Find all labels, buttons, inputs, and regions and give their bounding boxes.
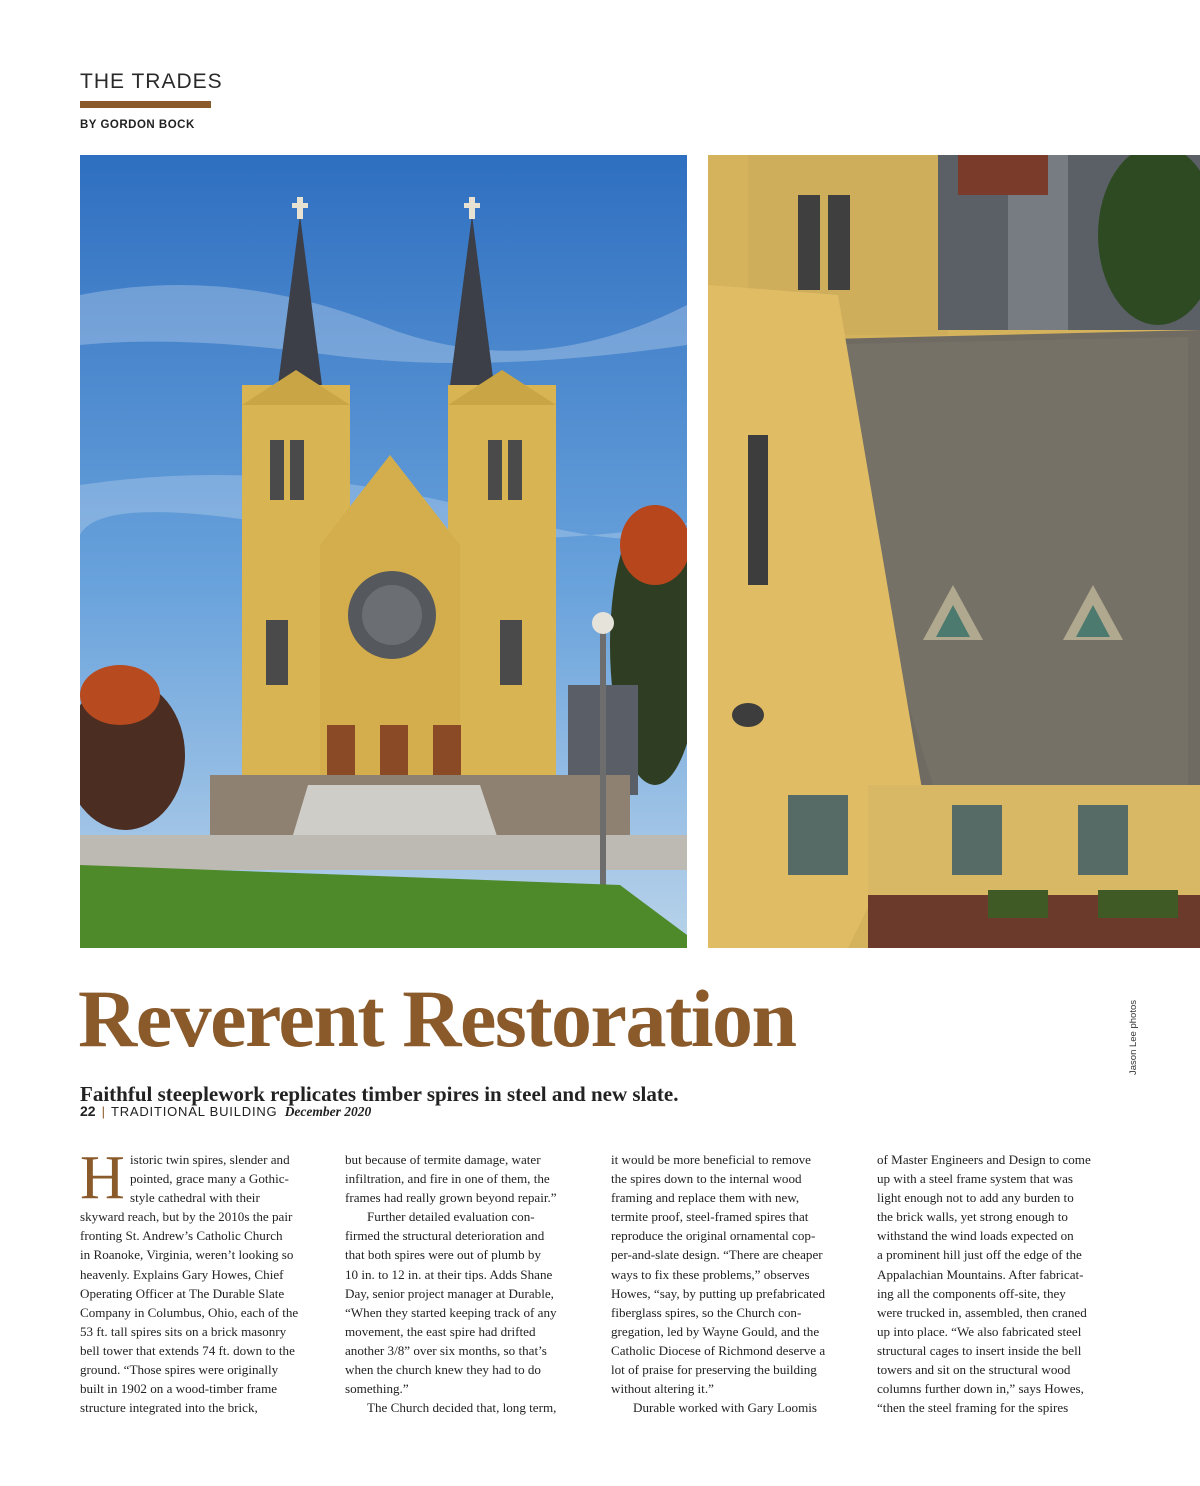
- text-line: columns further down in,” says Howes,: [877, 1381, 1084, 1397]
- text-line: movement, the east spire had drifted: [345, 1323, 536, 1339]
- publication-name: TRADITIONAL BUILDING: [110, 1104, 278, 1119]
- text-line: fiberglass spires, so the Church con-: [611, 1304, 802, 1320]
- footer-separator: |: [101, 1104, 105, 1119]
- text-line: built in 1902 on a wood-timber frame: [80, 1381, 278, 1397]
- text-line: framing and replace them with new,: [611, 1190, 800, 1206]
- text-line: ing all the components off-site, they: [877, 1285, 1066, 1301]
- text-line: Catholic Diocese of Richmond deserve a: [611, 1342, 826, 1358]
- text-line: pointed, grace many a Gothic-: [130, 1171, 289, 1187]
- text-line: infiltration, and fire in one of them, the: [345, 1171, 550, 1187]
- section-rule: [80, 101, 211, 108]
- text-line: up with a steel frame system that was: [877, 1171, 1073, 1187]
- text-line: in Roanoke, Virginia, weren’t looking so: [80, 1247, 294, 1263]
- text-line: ground. “Those spires were originally: [80, 1362, 279, 1378]
- issue-date: December 2020: [284, 1104, 372, 1119]
- text-line: frames had really grown beyond repair.”: [345, 1190, 557, 1206]
- text-line: heavenly. Explains Gary Howes, Chief: [80, 1266, 284, 1282]
- text-line: a prominent hill just off the edge of the: [877, 1247, 1082, 1263]
- text-line: skyward reach, but by the 2010s the pair: [80, 1209, 293, 1225]
- photo-credit: Jason Lee photos: [1128, 999, 1139, 1075]
- text-line: of Master Engineers and Design to come: [877, 1152, 1091, 1167]
- text-line: but because of termite damage, water: [345, 1152, 541, 1167]
- text-line: “then the steel framing for the spires: [877, 1400, 1069, 1416]
- article-column-2: [345, 1150, 588, 1417]
- article-column-4: [877, 1150, 1120, 1417]
- text-line: withstand the wind loads expected on: [877, 1228, 1074, 1244]
- text-line: Operating Officer at The Durable Slate: [80, 1285, 285, 1301]
- text-line: Company in Columbus, Ohio, each of the: [80, 1304, 299, 1320]
- text-line: that both spires were out of plumb by: [345, 1247, 542, 1263]
- text-line: Appalachian Mountains. After fabricat-: [877, 1266, 1084, 1282]
- text-line: were trucked in, assembled, then craned: [877, 1304, 1087, 1320]
- text-line: 10 in. to 12 in. at their tips. Adds Shane: [345, 1266, 553, 1282]
- page-footer: [80, 1103, 371, 1120]
- text-line: Durable worked with Gary Loomis: [633, 1400, 817, 1416]
- section-label: THE TRADES: [80, 70, 223, 93]
- text-line: ways to fix these problems,” observes: [611, 1266, 810, 1282]
- text-line: the brick walls, yet strong enough to: [877, 1209, 1068, 1225]
- article-column-3: [611, 1150, 854, 1417]
- text-line: The Church decided that, long term,: [367, 1400, 557, 1416]
- text-line: Howes, “say, by putting up prefabricated: [611, 1285, 826, 1301]
- text-line: 53 ft. tall spires sits on a brick masonry: [80, 1323, 287, 1339]
- text-line: up into place. “We also fabricated steel: [877, 1323, 1082, 1339]
- text-line: “When they started keeping track of any: [345, 1304, 557, 1320]
- text-line: gregation, led by Wayne Gould, and the: [611, 1323, 820, 1339]
- page-number: 22: [80, 1103, 96, 1119]
- text-line: firmed the structural deterioration and: [345, 1228, 545, 1244]
- headline: Reverent Restoration: [78, 973, 796, 1064]
- text-line: light enough not to add any burden to: [877, 1190, 1074, 1206]
- text-line: termite proof, steel-framed spires that: [611, 1209, 809, 1225]
- text-line: it would be more beneficial to remove: [611, 1152, 811, 1167]
- cathedral-facade-photo: [80, 155, 687, 948]
- text-line: style cathedral with their: [130, 1190, 260, 1206]
- text-line: reproduce the original ornamental cop-: [611, 1228, 816, 1244]
- text-line: istoric twin spires, slender and: [130, 1152, 290, 1167]
- aerial-roof-photo: [708, 155, 1200, 948]
- text-line: structural cages to insert inside the bell: [877, 1342, 1082, 1358]
- deck: Faithful steeplework replicates timber spires in steel and new slate.: [80, 1082, 679, 1106]
- text-line: per-and-slate design. “There are cheaper: [611, 1247, 823, 1263]
- text-line: structure integrated into the brick,: [80, 1400, 258, 1416]
- text-line: Further detailed evaluation con-: [367, 1209, 535, 1225]
- byline: BY GORDON BOCK: [80, 119, 195, 131]
- article-column-1: [80, 1144, 323, 1417]
- text-line: towers and sit on the structural wood: [877, 1362, 1071, 1378]
- text-line: bell tower that extends 74 ft. down to the: [80, 1342, 295, 1358]
- text-line: fronting St. Andrew’s Catholic Church: [80, 1228, 283, 1244]
- text-line: when the church knew they had to do: [345, 1362, 541, 1378]
- text-line: the spires down to the internal wood: [611, 1171, 802, 1187]
- text-line: lot of praise for preserving the building: [611, 1362, 817, 1378]
- text-line: without altering it.”: [611, 1381, 714, 1397]
- text-line: another 3/8” over six months, so that’s: [345, 1342, 547, 1358]
- drop-cap: H: [80, 1144, 125, 1212]
- text-line: something.”: [345, 1381, 409, 1397]
- text-line: Day, senior project manager at Durable,: [345, 1285, 554, 1301]
